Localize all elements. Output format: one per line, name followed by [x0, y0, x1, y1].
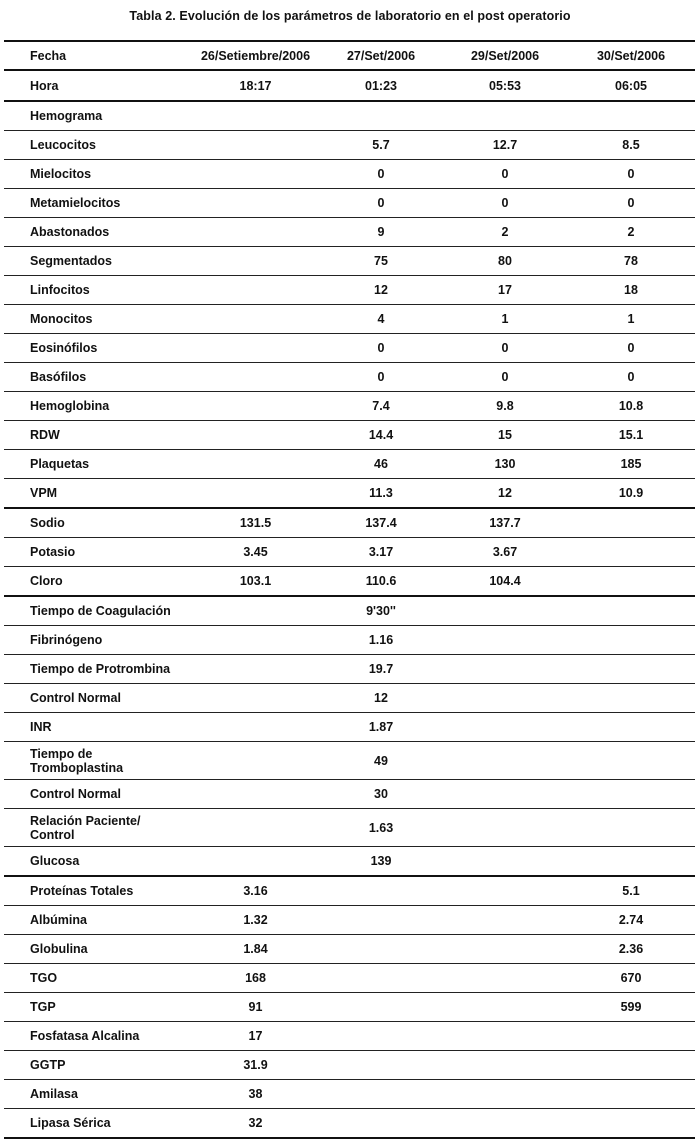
table-row [4, 935, 695, 964]
value-cell [443, 780, 567, 809]
value-cell: 0 [567, 363, 695, 392]
value-cell: 139 [319, 847, 443, 877]
table-caption: Tabla 2. Evolución de los parámetros de laboratorio en el post operatorio [129, 9, 571, 23]
value-cell [443, 1080, 567, 1109]
value-cell [567, 567, 695, 597]
value-cell: 31.9 [192, 1051, 319, 1080]
value-cell [192, 392, 319, 421]
value-cell: 0 [319, 363, 443, 392]
row-label-cell: TGP [4, 993, 192, 1022]
value-cell: 32 [192, 1109, 319, 1139]
value-cell [192, 131, 319, 160]
value-cell: 18 [567, 276, 695, 305]
value-cell [319, 1022, 443, 1051]
value-cell: 3.67 [443, 538, 567, 567]
row-label-cell: Fibrinógeno [4, 626, 192, 655]
value-cell [443, 847, 567, 877]
value-cell: 3.45 [192, 538, 319, 567]
table-row [4, 809, 695, 847]
value-cell [192, 334, 319, 363]
value-cell: 2 [443, 218, 567, 247]
header-cell-date-3: 29/Set/2006 [443, 41, 567, 70]
row-label-cell: Proteínas Totales [4, 876, 192, 906]
value-cell [319, 1080, 443, 1109]
table-row [4, 101, 695, 131]
row-label-cell: Relación Paciente/ Control [4, 809, 192, 847]
value-cell [443, 713, 567, 742]
table-row [4, 392, 695, 421]
row-label-cell: INR [4, 713, 192, 742]
value-cell [192, 479, 319, 509]
value-cell: 17 [192, 1022, 319, 1051]
value-cell: 75 [319, 247, 443, 276]
row-label-cell: Tiempo de Tromboplastina [4, 742, 192, 780]
value-cell: 4 [319, 305, 443, 334]
value-cell: 0 [567, 160, 695, 189]
value-cell: 1.16 [319, 626, 443, 655]
value-cell [192, 218, 319, 247]
row-label-cell: Tiempo de Protrombina [4, 655, 192, 684]
header-cell-fecha: Fecha [4, 41, 192, 70]
value-cell [567, 809, 695, 847]
row-label-cell: Lipasa Sérica [4, 1109, 192, 1139]
row-label-cell: Plaquetas [4, 450, 192, 479]
table-row [4, 713, 695, 742]
row-label-cell: Linfocitos [4, 276, 192, 305]
table-row [4, 538, 695, 567]
value-cell: 12.7 [443, 131, 567, 160]
table-row [4, 421, 695, 450]
value-cell [567, 101, 695, 131]
value-cell: 30 [319, 780, 443, 809]
table-row [4, 508, 695, 538]
value-cell [192, 247, 319, 276]
row-label-cell: Globulina [4, 935, 192, 964]
row-label-cell: Amilasa [4, 1080, 192, 1109]
table-row [4, 1109, 695, 1139]
row-label-cell: Basófilos [4, 363, 192, 392]
value-cell [567, 1051, 695, 1080]
value-cell [192, 363, 319, 392]
table-row [4, 70, 695, 101]
value-cell: 11.3 [319, 479, 443, 509]
value-cell: 168 [192, 964, 319, 993]
value-cell: 1 [567, 305, 695, 334]
table-row [4, 247, 695, 276]
value-cell [567, 742, 695, 780]
row-label-cell: TGO [4, 964, 192, 993]
value-cell: 2.36 [567, 935, 695, 964]
value-cell: 131.5 [192, 508, 319, 538]
value-cell: 0 [443, 363, 567, 392]
value-cell [567, 684, 695, 713]
value-cell [319, 876, 443, 906]
value-cell: 2 [567, 218, 695, 247]
value-cell: 9 [319, 218, 443, 247]
value-cell: 05:53 [443, 70, 567, 101]
row-label-cell: Albúmina [4, 906, 192, 935]
table-row [4, 189, 695, 218]
table-row [4, 1051, 695, 1080]
table-row [4, 964, 695, 993]
row-label-cell: Monocitos [4, 305, 192, 334]
value-cell: 0 [567, 189, 695, 218]
header-cell-date-4: 30/Set/2006 [567, 41, 695, 70]
table-row [4, 334, 695, 363]
value-cell: 15 [443, 421, 567, 450]
value-cell: 12 [319, 276, 443, 305]
value-cell: 0 [319, 189, 443, 218]
value-cell: 1.87 [319, 713, 443, 742]
table-header-row [4, 41, 695, 70]
table-row [4, 906, 695, 935]
value-cell: 670 [567, 964, 695, 993]
value-cell [192, 742, 319, 780]
value-cell [192, 684, 319, 713]
value-cell: 1 [443, 305, 567, 334]
value-cell [443, 1109, 567, 1139]
value-cell: 0 [319, 334, 443, 363]
table-row [4, 450, 695, 479]
value-cell: 0 [443, 160, 567, 189]
row-label-cell: Mielocitos [4, 160, 192, 189]
value-cell: 130 [443, 450, 567, 479]
value-cell: 0 [443, 189, 567, 218]
value-cell: 104.4 [443, 567, 567, 597]
value-cell [192, 276, 319, 305]
value-cell: 137.4 [319, 508, 443, 538]
value-cell: 0 [443, 334, 567, 363]
value-cell [192, 626, 319, 655]
table-row [4, 363, 695, 392]
table-row [4, 305, 695, 334]
table-row [4, 160, 695, 189]
value-cell [567, 1080, 695, 1109]
value-cell: 18:17 [192, 70, 319, 101]
value-cell [192, 809, 319, 847]
value-cell: 46 [319, 450, 443, 479]
value-cell: 91 [192, 993, 319, 1022]
row-label-cell: Control Normal [4, 684, 192, 713]
row-label-cell: Hemoglobina [4, 392, 192, 421]
value-cell [443, 993, 567, 1022]
value-cell: 12 [319, 684, 443, 713]
row-label-cell: Hora [4, 70, 192, 101]
value-cell: 0 [319, 160, 443, 189]
row-label-cell: GGTP [4, 1051, 192, 1080]
value-cell [443, 964, 567, 993]
value-cell [443, 684, 567, 713]
value-cell: 5.1 [567, 876, 695, 906]
value-cell: 38 [192, 1080, 319, 1109]
value-cell [319, 1051, 443, 1080]
value-cell [443, 626, 567, 655]
value-cell [443, 655, 567, 684]
row-label-cell: Metamielocitos [4, 189, 192, 218]
table-row [4, 876, 695, 906]
value-cell [567, 847, 695, 877]
row-label-cell: Sodio [4, 508, 192, 538]
value-cell [443, 1051, 567, 1080]
value-cell: 10.9 [567, 479, 695, 509]
value-cell [567, 596, 695, 626]
value-cell: 80 [443, 247, 567, 276]
value-cell: 1.84 [192, 935, 319, 964]
row-label-cell: Glucosa [4, 847, 192, 877]
value-cell: 0 [567, 334, 695, 363]
value-cell: 06:05 [567, 70, 695, 101]
value-cell [192, 780, 319, 809]
value-cell: 599 [567, 993, 695, 1022]
value-cell [443, 809, 567, 847]
row-label-cell: Control Normal [4, 780, 192, 809]
value-cell [567, 508, 695, 538]
value-cell [443, 1022, 567, 1051]
value-cell [443, 876, 567, 906]
row-label-cell: Hemograma [4, 101, 192, 131]
table-row [4, 847, 695, 877]
value-cell [192, 421, 319, 450]
value-cell [567, 1022, 695, 1051]
value-cell [567, 626, 695, 655]
value-cell [443, 906, 567, 935]
table-row [4, 276, 695, 305]
value-cell: 3.17 [319, 538, 443, 567]
value-cell: 14.4 [319, 421, 443, 450]
header-cell-date-1: 26/Setiembre/2006 [192, 41, 319, 70]
value-cell [443, 596, 567, 626]
value-cell [319, 906, 443, 935]
value-cell: 103.1 [192, 567, 319, 597]
value-cell [319, 1109, 443, 1139]
value-cell [319, 935, 443, 964]
value-cell: 5.7 [319, 131, 443, 160]
table-row [4, 684, 695, 713]
value-cell [192, 160, 319, 189]
value-cell [567, 780, 695, 809]
value-cell [192, 450, 319, 479]
value-cell [443, 935, 567, 964]
value-cell: 9.8 [443, 392, 567, 421]
value-cell: 1.63 [319, 809, 443, 847]
row-label-cell: Leucocitos [4, 131, 192, 160]
value-cell [192, 596, 319, 626]
table-row [4, 1080, 695, 1109]
row-label-cell: Abastonados [4, 218, 192, 247]
row-label-cell: Cloro [4, 567, 192, 597]
value-cell: 1.32 [192, 906, 319, 935]
row-label-cell: VPM [4, 479, 192, 509]
value-cell [567, 538, 695, 567]
row-label-cell: Potasio [4, 538, 192, 567]
table-row [4, 742, 695, 780]
table-body [4, 70, 695, 1138]
value-cell: 9'30'' [319, 596, 443, 626]
table-row [4, 131, 695, 160]
value-cell: 10.8 [567, 392, 695, 421]
value-cell: 19.7 [319, 655, 443, 684]
value-cell: 2.74 [567, 906, 695, 935]
value-cell [319, 964, 443, 993]
value-cell [567, 655, 695, 684]
value-cell [192, 847, 319, 877]
lab-results-table [4, 40, 695, 1139]
value-cell [319, 993, 443, 1022]
value-cell [192, 655, 319, 684]
value-cell [192, 189, 319, 218]
value-cell: 7.4 [319, 392, 443, 421]
value-cell: 137.7 [443, 508, 567, 538]
table-row [4, 993, 695, 1022]
value-cell: 15.1 [567, 421, 695, 450]
value-cell [443, 742, 567, 780]
row-label-cell: Segmentados [4, 247, 192, 276]
table-row [4, 655, 695, 684]
value-cell [192, 305, 319, 334]
value-cell [443, 101, 567, 131]
value-cell: 78 [567, 247, 695, 276]
value-cell [192, 101, 319, 131]
value-cell: 3.16 [192, 876, 319, 906]
value-cell [567, 1109, 695, 1139]
value-cell: 8.5 [567, 131, 695, 160]
value-cell: 17 [443, 276, 567, 305]
value-cell [192, 713, 319, 742]
value-cell [319, 101, 443, 131]
table-row [4, 596, 695, 626]
table-row [4, 780, 695, 809]
value-cell: 185 [567, 450, 695, 479]
table-row [4, 626, 695, 655]
value-cell: 12 [443, 479, 567, 509]
value-cell: 01:23 [319, 70, 443, 101]
row-label-cell: Fosfatasa Alcalina [4, 1022, 192, 1051]
header-cell-date-2: 27/Set/2006 [319, 41, 443, 70]
table-row [4, 1022, 695, 1051]
table-row [4, 218, 695, 247]
row-label-cell: Tiempo de Coagulación [4, 596, 192, 626]
row-label-cell: Eosinófilos [4, 334, 192, 363]
row-label-cell: RDW [4, 421, 192, 450]
value-cell [567, 713, 695, 742]
value-cell: 49 [319, 742, 443, 780]
table-row [4, 479, 695, 509]
table-row [4, 567, 695, 597]
value-cell: 110.6 [319, 567, 443, 597]
